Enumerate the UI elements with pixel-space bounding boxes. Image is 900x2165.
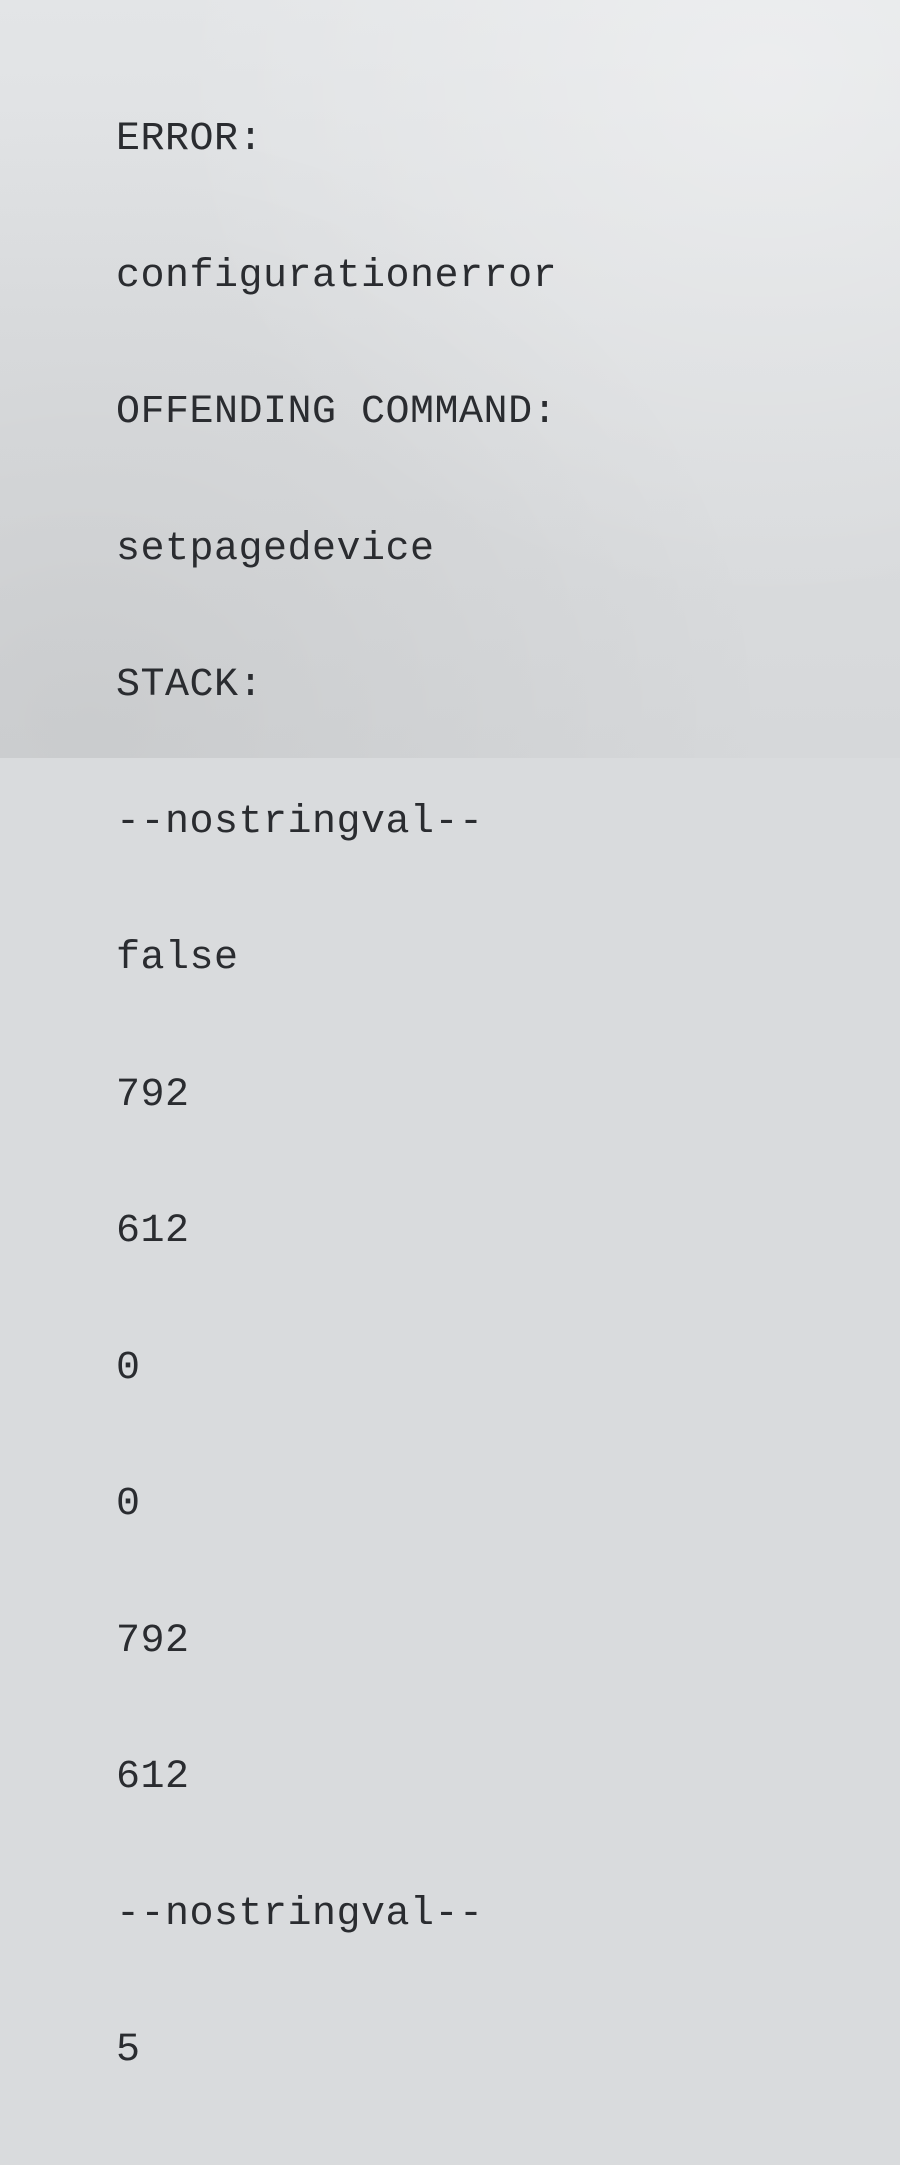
stack-entry: false <box>116 936 239 981</box>
stack-entry: 792 <box>116 1072 190 1118</box>
error-heading: ERROR: <box>116 117 264 162</box>
stack-entry: 612 <box>116 1209 190 1254</box>
stack-entry: 612 <box>116 1755 190 1800</box>
postscript-error-report <box>116 26 557 2165</box>
stack-entry: 792 <box>116 1618 190 1664</box>
stack-heading: STACK: <box>116 663 264 708</box>
offending-command-heading: OFFENDING COMMAND: <box>116 390 558 435</box>
error-name: configurationerror <box>116 253 558 299</box>
offending-command-value: setpagedevice <box>116 526 435 572</box>
stack-entry: 5 <box>116 2028 141 2073</box>
stack-entry: 0 <box>116 1482 141 1527</box>
stack-entry: --nostringval-- <box>116 799 484 845</box>
stack-entry: --nostringval-- <box>116 1891 484 1937</box>
stack-entry: 0 <box>116 1345 141 1391</box>
